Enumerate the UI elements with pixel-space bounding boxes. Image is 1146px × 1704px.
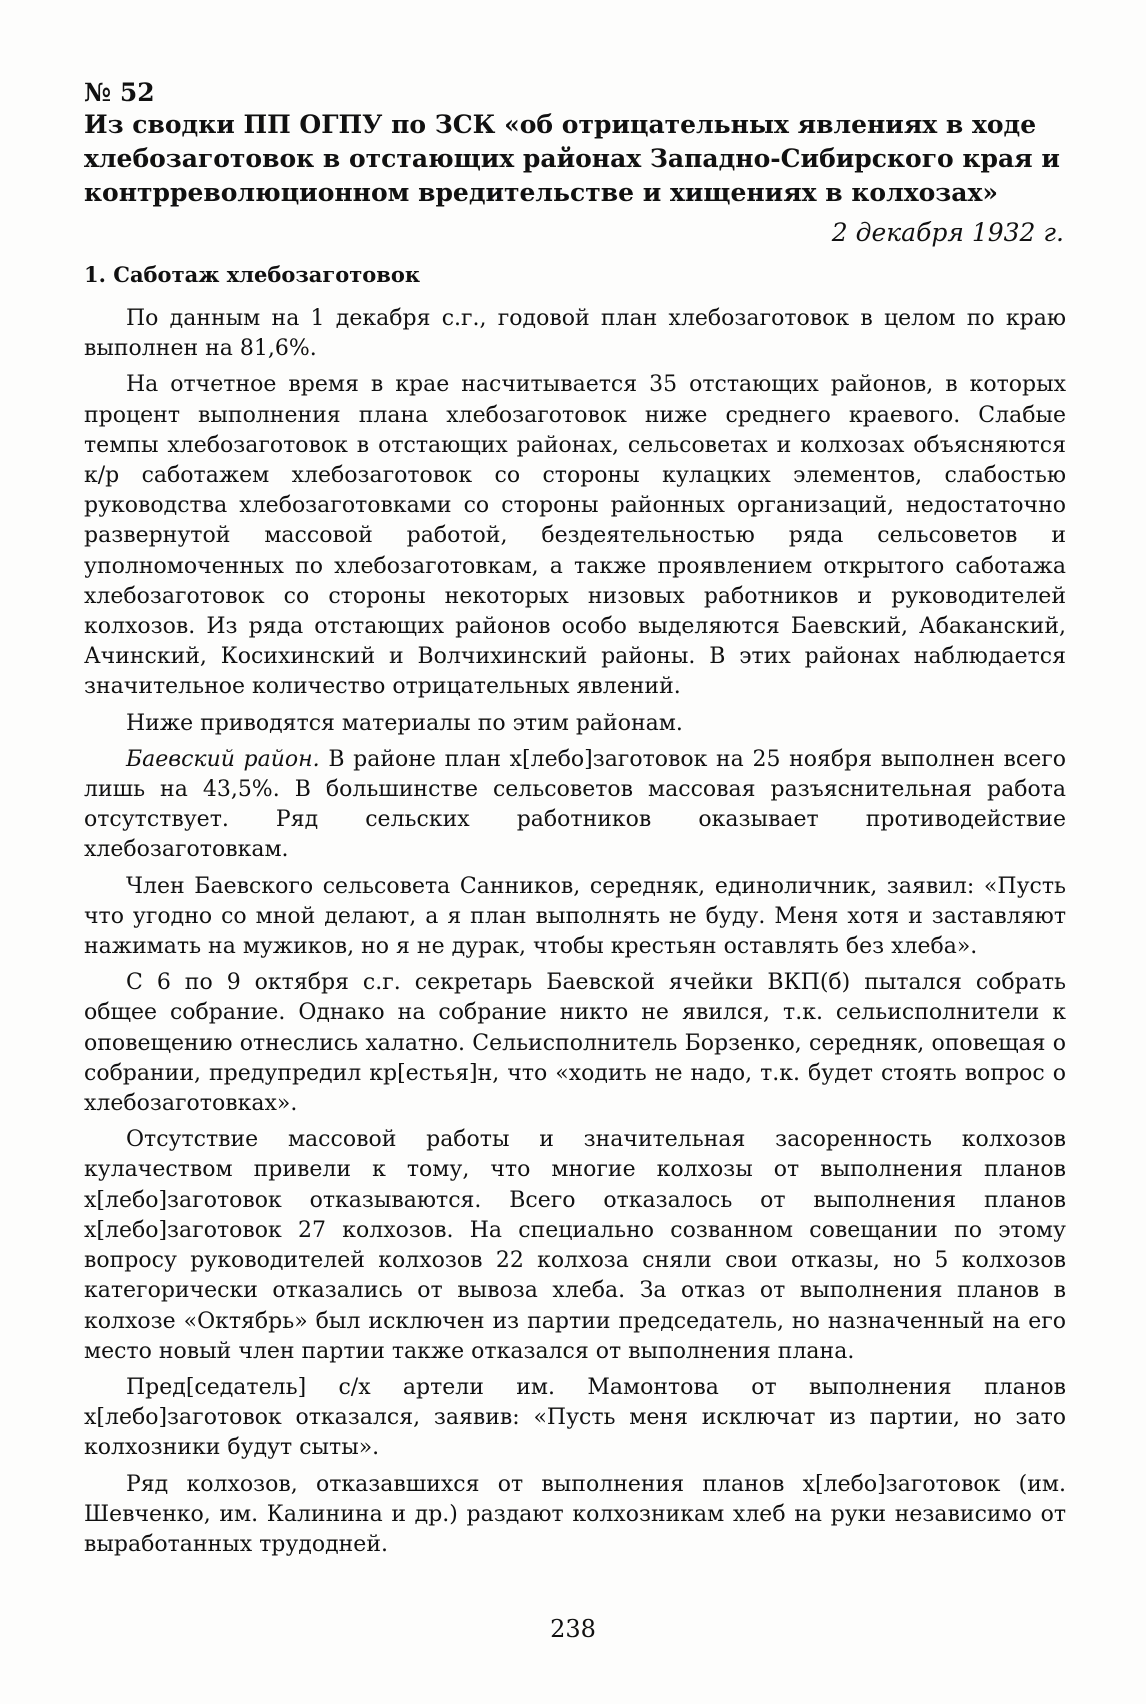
paragraph-lagging-districts: На отчетное время в крае насчитывается 35 отстающих районов, в которых процент выполнения плана хлебозаготовок ниже среднего краевого. Слабые темпы хлебозаготовок в отстающих районах, сельсоветах и колхозах объясняются к/р саботажем хлебозаготовок со стороны кулацких элементов, слабостью руководства хлебозаготовками со стороны районных организаций, недостаточно развернутой массовой работой, бездеятельностью ряда сельсоветов и уполномоченных по хлебозаготовкам, а также проявлением открытого саботажа хлебозаготовок со стороны некоторых низовых работников и руководителей колхозов. Из ряда отстающих районов особо выделяются Баевский, Абаканский, Ачинский, Косихинский и Волчихинский районы. В этих районах наблюдается значительное количество отрицательных явлений. (84, 372, 1066, 700)
paragraph-mamontov-artel: Пред[седатель] с/х артели им. Мамонтова от выполнения планов х[лебо]заготовок отказался, заявив: «Пусть меня исключат из партии, но зато колхозники будут сыты». (84, 1374, 1066, 1461)
paragraph-sannikov: Член Баевского сельсовета Санников, середняк, единоличник, заявил: «Пусть что угодно со мной делают, а я план выполнять не буду. Меня хотя и заставляют нажимать на мужиков, но я не дурак, чтобы крестьян оставлять без хлеба». (84, 873, 1066, 960)
paragraph-meeting: С 6 по 9 октября с.г. секретарь Баевской ячейки ВКП(б) пытался собрать общее собрание. Однако на собрание никто не явился, т.к. сельисполнители к оповещению отнеслись халатно. Сельисполнитель Борзенко, середняк, оповещая о собрании, предупредил кр[естья]н, что «ходить не надо, т.к. будет стоять вопрос о хлебозаготовках». (84, 970, 1066, 1117)
paragraph-materials-intro: Ниже приводятся материалы по этим районам. (126, 710, 683, 736)
district-name: Баевский район. (126, 746, 320, 772)
paragraph-kolkhoz-refusals: Отсутствие массовой работы и значительная засоренность колхозов кулачеством привели к тому, что многие колхозы от выполнения планов х[лебо]заготовок отказываются. Всего отказалось от выполнения планов х[лебо]заготовок 27 колхозов. На специально созванном совещании по этому вопросу руководителей колхозов 22 колхоза сняли свои отказы, но 5 колхозов категорически отказались от вывоза хлеба. За отказ от выполнения планов в колхозе «Октябрь» был исключен из партии председатель, но назначенный на его место новый член партии также отказался от выполнения плана. (84, 1127, 1066, 1364)
paragraph-grain-distribution: Ряд колхозов, отказавшихся от выполнения планов х[лебо]заготовок (им. Шевченко, им. Калинина и др.) раздают колхозникам хлеб на руки независимо от выработанных трудодней. (84, 1471, 1066, 1557)
section-heading: 1. Саботаж хлебозаготовок (84, 262, 421, 287)
document-body (84, 304, 1066, 1566)
paragraph-plan-progress: По данным на 1 декабря с.г., годовой план хлебозаготовок в целом по краю выполнен на 81,6%. (84, 306, 1066, 362)
document-date: 2 декабря 1932 г. (831, 218, 1064, 247)
page-number: 238 (550, 1615, 596, 1643)
paragraph-baevsky-district (84, 745, 1066, 866)
document-number: № 52 (84, 78, 155, 107)
document-title: Из сводки ПП ОГПУ по ЗСК «об отрицательных явлениях в ходе хлебозаготовок в отстающих районах Западно-Сибирского края и контрреволюционном вредительстве и хищениях в колхозах» (84, 110, 1060, 207)
district-text: В районе план х[лебо]заготовок на 25 ноября выполнен всего лишь на 43,5%. В большинстве сельсоветов массовая разъяснительная работа отсутствует. Ряд сельских работников оказывает противодействие хлебозаготовкам. (84, 746, 1067, 863)
